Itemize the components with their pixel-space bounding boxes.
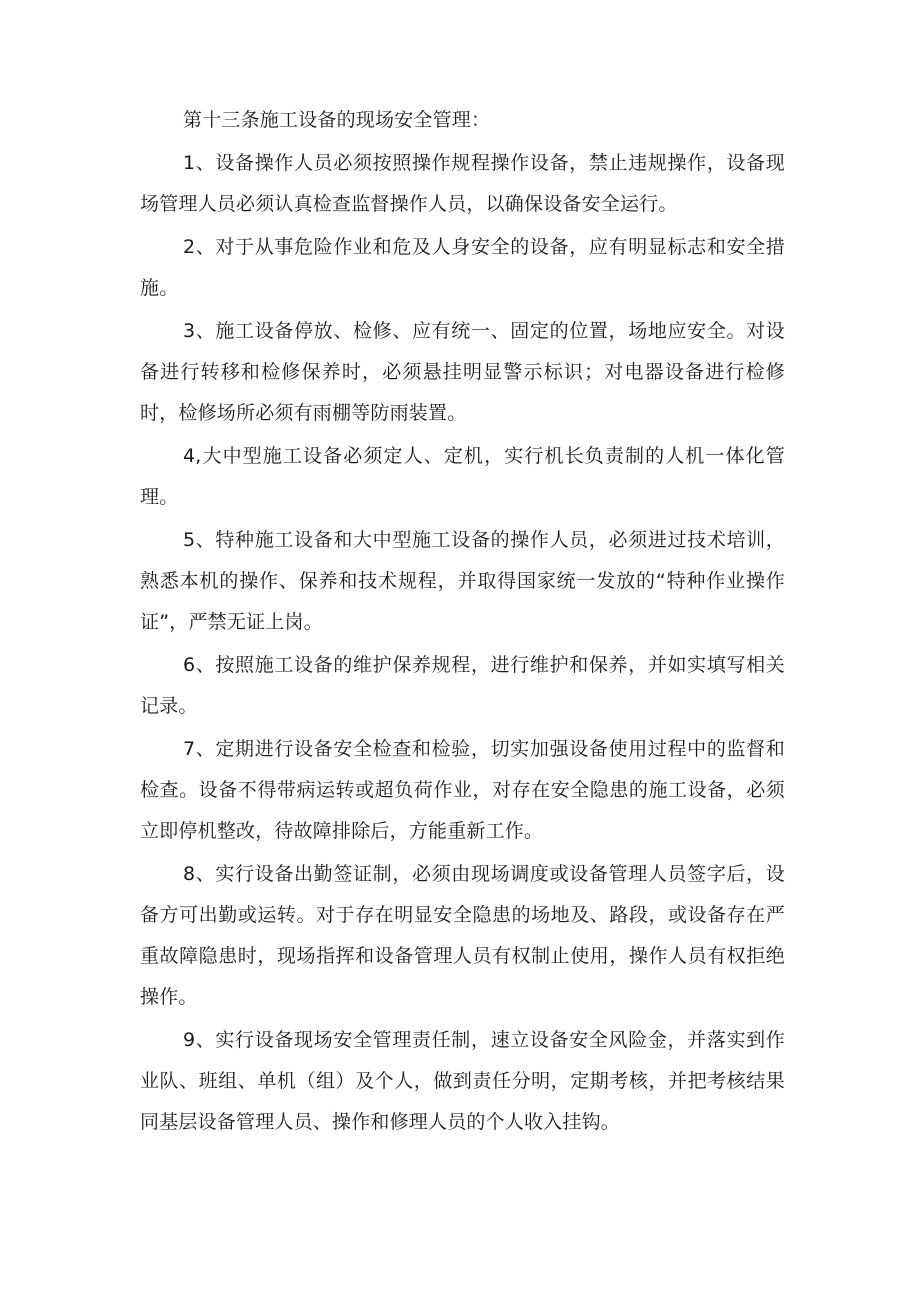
document-body — [140, 100, 785, 1143]
paragraph-7: 7、定期进行设备安全检查和检验，切实加强设备使用过程中的监督和检查。设备不得带病运转或超负荷作业，对存在安全隐患的施工设备，必须立即停机整改，待故障排除后，方能重新工作。 — [140, 738, 785, 842]
paragraph-6: 6、按照施工设备的维护保养规程，进行维护和保养，并如实填写相关记录。 — [140, 654, 785, 717]
paragraph-4: 4,大中型施工设备必须定人、定机，实行机长负责制的人机一体化管理。 — [140, 445, 785, 508]
paragraph-1: 1、设备操作人员必须按照操作规程操作设备，禁止违规操作，设备现场管理人员必须认真检查监督操作人员，以确保设备安全运行。 — [140, 152, 785, 215]
paragraph-3: 3、施工设备停放、检修、应有统一、固定的位置，场地应安全。对设备进行转移和检修保养时，必须悬挂明显警示标识；对电器设备进行检修时，检修场所必须有雨棚等防雨装置。 — [140, 320, 785, 424]
section-heading: 第十三条施工设备的现场安全管理： — [183, 109, 491, 131]
paragraph-9: 9、实行设备现场安全管理责任制，速立设备安全风险金，并落实到作业队、班组、单机（组）及个人，做到责任分明，定期考核，并把考核结果同基层设备管理人员、操作和修理人员的个人收入挂钩。 — [140, 1029, 785, 1133]
paragraph-8: 8、实行设备出勤签证制，必须由现场调度或设备管理人员签字后，设备方可出勤或运转。对于存在明显安全隐患的场地及、路段，或设备存在严重故障隐患时，现场指挥和设备管理人员有权制止使用，操作人员有权拒绝操作。 — [140, 863, 785, 1008]
paragraph-2: 2、对于从事危险作业和危及人身安全的设备，应有明显标志和安全措施。 — [140, 236, 785, 299]
paragraph-5: 5、特种施工设备和大中型施工设备的操作人员，必须进过技术培训，熟悉本机的操作、保养和技术规程，并取得国家统一发放的“特种作业操作证”，严禁无证上岗。 — [140, 529, 785, 633]
